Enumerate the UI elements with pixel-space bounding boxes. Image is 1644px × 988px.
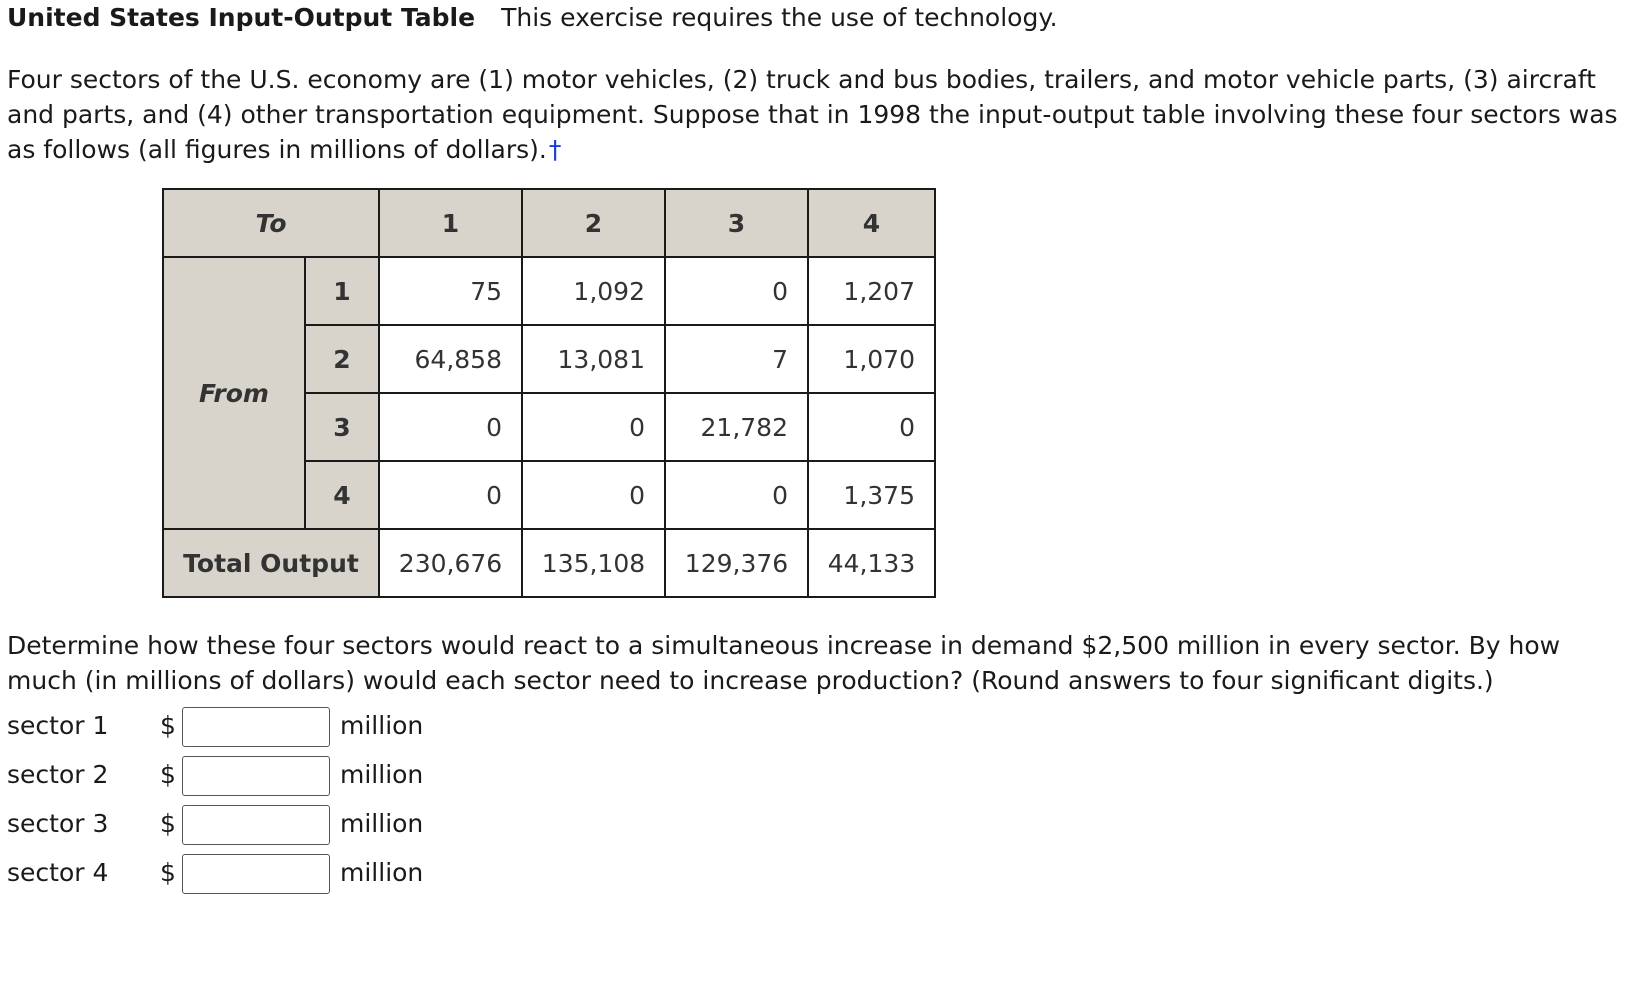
sector-4-input[interactable] bbox=[182, 854, 330, 894]
table-cell: 0 bbox=[379, 461, 522, 529]
total-output-label: Total Output bbox=[163, 529, 379, 597]
currency-symbol: $ bbox=[160, 809, 176, 838]
exercise-title: United States Input-Output Table bbox=[7, 3, 476, 32]
question-text: Determine how these four sectors would react to a simultaneous increase in demand $2,500 million in every sector. By how much (in millions of dollars) would each sector need to increase production? (Round answers to four significant digits.) bbox=[7, 631, 1561, 695]
table-cell: 0 bbox=[522, 461, 665, 529]
table-cell: 7 bbox=[665, 325, 808, 393]
table-cell: 1,375 bbox=[808, 461, 935, 529]
footnote-link[interactable]: † bbox=[548, 135, 562, 164]
answer-label: sector 3 bbox=[7, 809, 109, 838]
table-cell: 1,070 bbox=[808, 325, 935, 393]
answer-row-sector-3 bbox=[7, 803, 507, 847]
total-output-cell: 129,376 bbox=[665, 529, 808, 597]
answer-row-sector-1 bbox=[7, 705, 507, 749]
table-row bbox=[163, 257, 935, 325]
unit-label: million bbox=[340, 858, 424, 887]
header bbox=[7, 2, 1058, 34]
total-output-row bbox=[163, 529, 935, 597]
unit-label: million bbox=[340, 760, 424, 789]
table-cell: 0 bbox=[808, 393, 935, 461]
table-cell: 1,207 bbox=[808, 257, 935, 325]
answer-label: sector 2 bbox=[7, 760, 109, 789]
sector-1-input[interactable] bbox=[182, 707, 330, 747]
sector-2-input[interactable] bbox=[182, 756, 330, 796]
intro-paragraph bbox=[7, 62, 1637, 167]
row-header: 1 bbox=[305, 257, 379, 325]
table-header-row bbox=[163, 189, 935, 257]
table-cell: 0 bbox=[665, 257, 808, 325]
column-header: 3 bbox=[665, 189, 808, 257]
unit-label: million bbox=[340, 711, 424, 740]
total-output-cell: 135,108 bbox=[522, 529, 665, 597]
sector-3-input[interactable] bbox=[182, 805, 330, 845]
table-cell: 0 bbox=[665, 461, 808, 529]
table-cell: 64,858 bbox=[379, 325, 522, 393]
total-output-cell: 230,676 bbox=[379, 529, 522, 597]
currency-symbol: $ bbox=[160, 760, 176, 789]
input-output-table bbox=[162, 188, 936, 598]
row-header: 2 bbox=[305, 325, 379, 393]
column-header: 4 bbox=[808, 189, 935, 257]
table-cell: 0 bbox=[522, 393, 665, 461]
table-cell: 0 bbox=[379, 393, 522, 461]
currency-symbol: $ bbox=[160, 711, 176, 740]
table-cell: 13,081 bbox=[522, 325, 665, 393]
row-header: 3 bbox=[305, 393, 379, 461]
intro-text: Four sectors of the U.S. economy are (1) motor vehicles, (2) truck and bus bodies, trailers, and motor vehicle parts, (3) aircraft and parts, and (4) other transportation equipment. Suppose that in 1998 the input-output table involving these four sectors was as follows (all figures in millions of dollars). bbox=[7, 65, 1618, 164]
exercise-subtitle: This exercise requires the use of technology. bbox=[501, 3, 1058, 32]
table-cell: 21,782 bbox=[665, 393, 808, 461]
currency-symbol: $ bbox=[160, 858, 176, 887]
row-header: 4 bbox=[305, 461, 379, 529]
total-output-cell: 44,133 bbox=[808, 529, 935, 597]
column-header: 1 bbox=[379, 189, 522, 257]
table-cell: 1,092 bbox=[522, 257, 665, 325]
from-header: From bbox=[163, 257, 305, 529]
to-header: To bbox=[163, 189, 379, 257]
unit-label: million bbox=[340, 809, 424, 838]
answer-row-sector-2 bbox=[7, 754, 507, 798]
answer-row-sector-4 bbox=[7, 852, 507, 896]
column-header: 2 bbox=[522, 189, 665, 257]
answer-label: sector 4 bbox=[7, 858, 109, 887]
answer-label: sector 1 bbox=[7, 711, 109, 740]
table-cell: 75 bbox=[379, 257, 522, 325]
